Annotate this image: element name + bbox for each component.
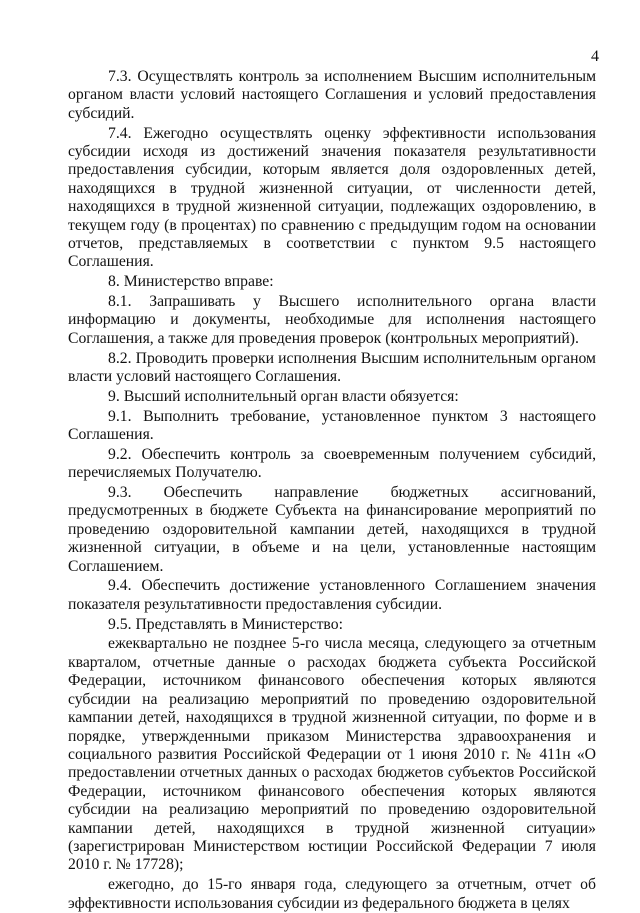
paragraph-annual-report: ежегодно, до 15-го января года, следующего за отчетным, отчет об эффективности использования субсидии из федерального бюджета в целях — [68, 876, 596, 912]
paragraph-9-1: 9.1. Выполнить требование, установленное пунктом 3 настоящего Соглашения. — [68, 407, 596, 444]
paragraph-9-2: 9.2. Обеспечить контроль за своевременным получением субсидий, перечисляемых Получателю. — [68, 445, 596, 482]
body-text — [68, 68, 596, 913]
paragraph-7-4: 7.4. Ежегодно осуществлять оценку эффективности использования субсидии исходя из достижений значения показателя результативности предоставления субсидии, которым является доля оздоровленных детей, находящихся в трудной жизненной ситуации, от численности детей, находящихся в трудной жизненной ситуации, подлежащих оздоровлению, в текущем году (в процентах) по сравнению с предыдущим годом на основании отчетов, представляемых в соответствии с пунктом 9.5 настоящего Соглашения. — [68, 124, 596, 271]
paragraph-quarterly-report: ежеквартально не позднее 5-го числа месяца, следующего за отчетным кварталом, отчетные данные о расходах бюджета субъекта Российской Федерации, источником финансового обеспечения которых являются субсидии на реализацию мероприятий по проведению оздоровительной кампании детей, находящихся в трудной жизненной ситуации, по форме и в порядке, утвержденными приказом Министерства здравоохранения и социального развития Российской Федерации от 1 июня 2010 г. № 411н «О предоставлении отчетных данных о расходах бюджетов субъектов Российской Федерации, источником финансового обеспечения которых являются субсидии на реализацию мероприятий по проведению оздоровительной кампании детей, находящихся в трудной жизненной ситуации» (зарегистрирован Министерством юстиции Российской Федерации 7 июля 2010 г. № 17728); — [68, 635, 596, 874]
page-number: 4 — [591, 48, 599, 65]
paragraph-8: 8. Министерство вправе: — [108, 273, 274, 291]
paragraph-9-5: 9.5. Представлять в Министерство: — [108, 615, 343, 633]
paragraph-9: 9. Высший исполнительный орган власти обязуется: — [108, 387, 459, 405]
paragraph-8-2: 8.2. Проводить проверки исполнения Высшим исполнительным органом власти условий настоящего Соглашения. — [68, 349, 596, 386]
paragraph-9-3: 9.3. Обеспечить направление бюджетных ассигнований, предусмотренных в бюджете Субъекта на финансирование мероприятий по проведению оздоровительной кампании детей, находящихся в трудной жизненной ситуации, в объеме и на цели, установленные настоящим Соглашением. — [68, 484, 596, 575]
paragraph-9-4: 9.4. Обеспечить достижение установленного Соглашением значения показателя результативности предоставления субсидии. — [68, 577, 596, 613]
paragraph-7-3: 7.3. Осуществлять контроль за исполнением Высшим исполнительным органом власти условий настоящего Соглашения и условий предоставления субсидий. — [68, 68, 596, 122]
paragraph-8-1: 8.1. Запрашивать у Высшего исполнительного органа власти информацию и документы, необходимые для исполнения настоящего Соглашения, а также для проведения проверок (контрольных мероприятий). — [68, 293, 596, 347]
